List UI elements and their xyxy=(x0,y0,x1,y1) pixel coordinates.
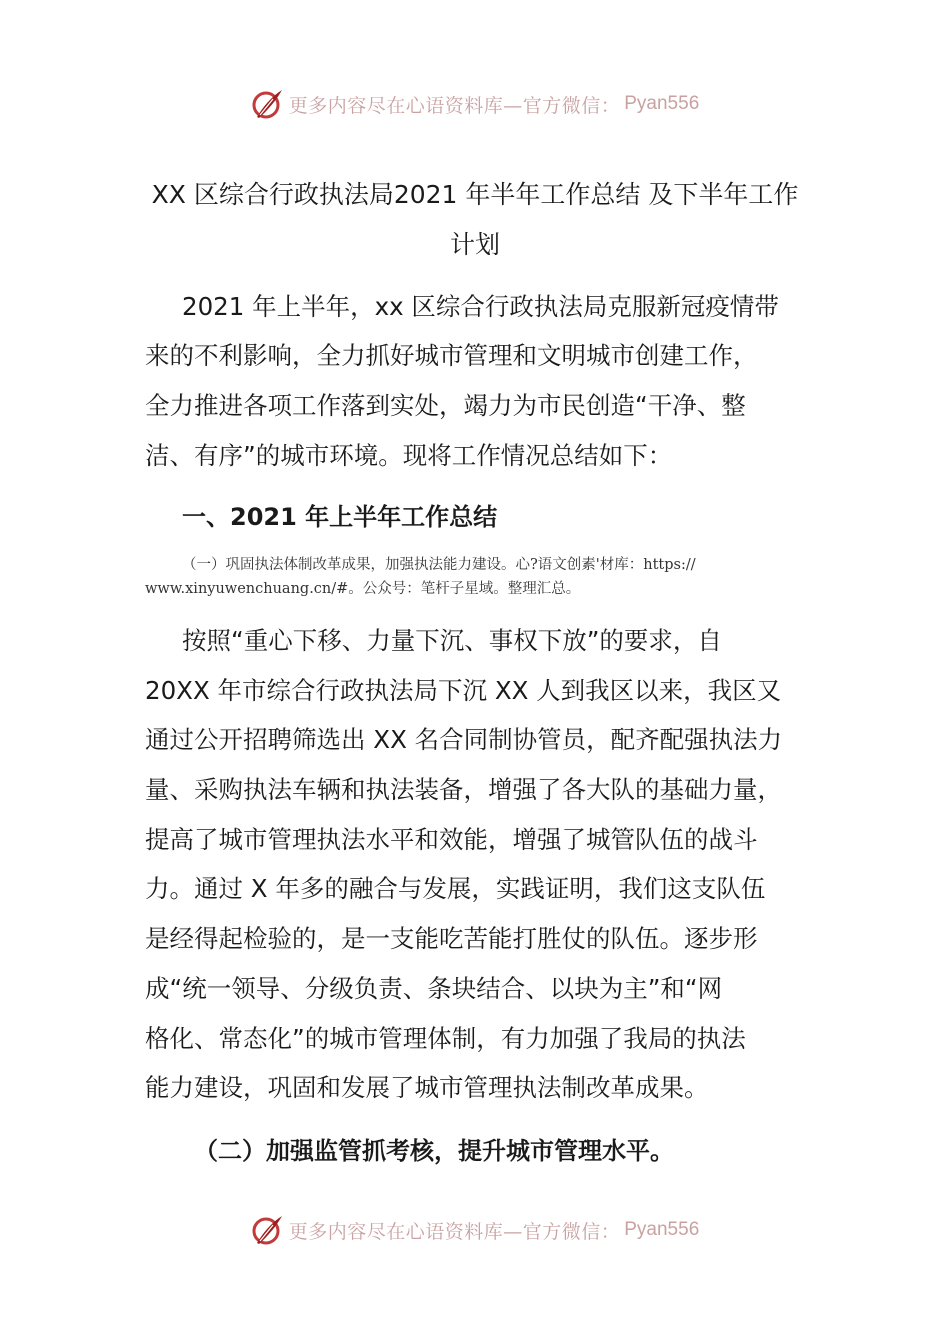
body-line-8: 成“统一领导、分级负责、条块结合、以块为主”和“网 xyxy=(145,974,723,1003)
subsection-note-line-2: www.xinyuwenchuang.cn/#。公众号：笔杆子星域。整理汇总。 xyxy=(145,581,581,597)
watermark-text: 更多内容尽在心语资料库—官方微信： xyxy=(288,1220,621,1243)
quill-logo-icon xyxy=(251,87,285,121)
body-line-5: 提高了城市管理执法水平和效能，增强了城管队伍的战斗 xyxy=(145,825,758,854)
body-line-1: 按照“重心下移、力量下沉、事权下放”的要求，自 xyxy=(182,626,722,655)
intro-line-1: 2021 年上半年，xx 区综合行政执法局克服新冠疫情带 xyxy=(182,292,779,321)
watermark-banner-top xyxy=(0,84,950,124)
body-line-2: 20XX 年市综合行政执法局下沉 XX 人到我区以来，我区又 xyxy=(145,676,782,705)
watermark-wechat-id: Pyan556 xyxy=(624,1219,700,1240)
section-2-heading: （二）加强监管抓考核，提升城市管理水平。 xyxy=(194,1137,674,1165)
body-line-4: 量、采购执法车辆和执法装备，增强了各大队的基础力量， xyxy=(145,775,782,804)
quill-logo-icon xyxy=(251,1213,285,1247)
body-line-10: 能力建设，巩固和发展了城市管理执法制改革成果。 xyxy=(145,1073,709,1102)
intro-line-4: 洁、有序”的城市环境。现将工作情况总结如下： xyxy=(145,441,673,470)
watermark-text: 更多内容尽在心语资料库—官方微信： xyxy=(288,94,621,117)
intro-line-2: 来的不利影响，全力抓好城市管理和文明城市创建工作， xyxy=(145,341,758,370)
intro-line-3: 全力推进各项工作落到实处，竭力为市民创造“干净、整 xyxy=(145,391,746,420)
document-title-line-1: XX 区综合行政执法局2021 年半年工作总结 及下半年工作 xyxy=(151,180,799,209)
subsection-note-line-1: （一）巩固执法体制改革成果，加强执法能力建设。心?语文创素'材库：https:// xyxy=(182,557,696,573)
body-line-3: 通过公开招聘筛选出 XX 名合同制协管员，配齐配强执法力 xyxy=(145,725,783,754)
body-line-7: 是经得起检验的，是一支能吃苦能打胜仗的队伍。逐步形 xyxy=(145,924,758,953)
document-title-line-2: 计划 xyxy=(449,230,500,259)
body-line-9: 格化、常态化”的城市管理体制，有力加强了我局的执法 xyxy=(145,1024,746,1053)
body-line-6: 力。通过 X 年多的融合与发展，实践证明，我们这支队伍 xyxy=(145,874,766,903)
watermark-banner-bottom xyxy=(0,1210,950,1250)
section-1-heading: 一、2021 年上半年工作总结 xyxy=(182,503,498,531)
watermark-wechat-id: Pyan556 xyxy=(624,93,700,114)
